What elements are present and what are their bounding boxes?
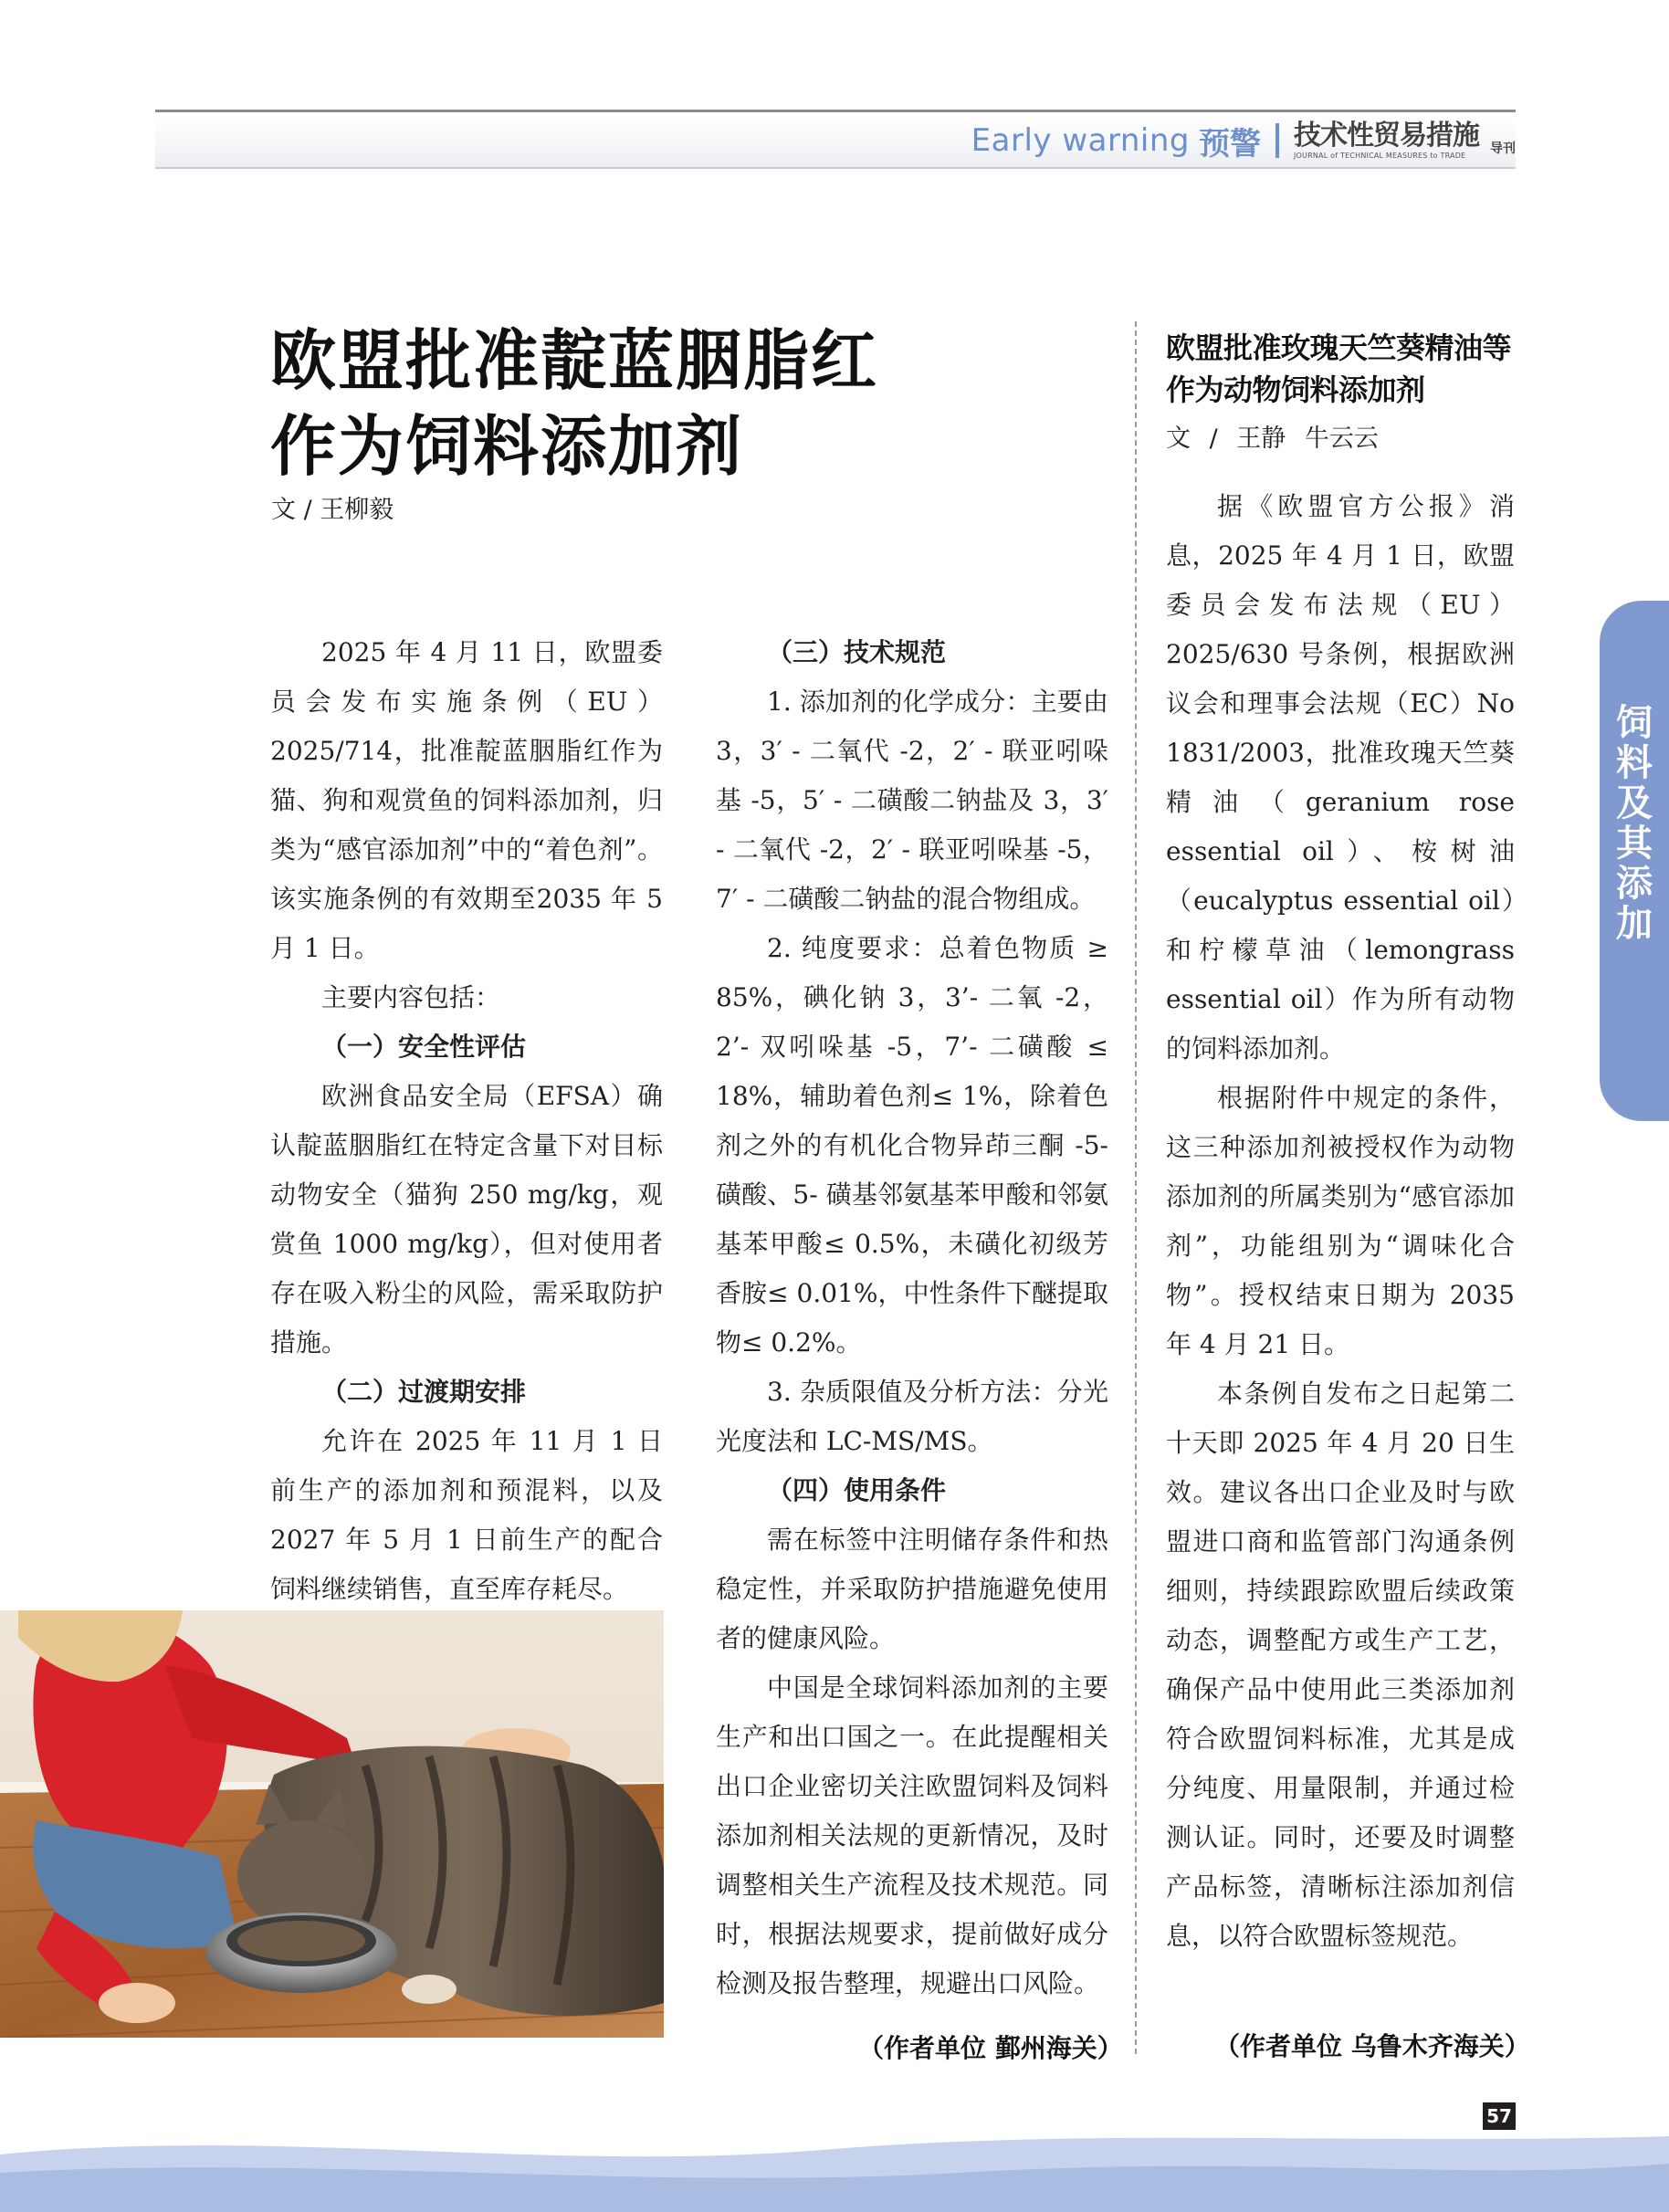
paragraph: 主要内容包括： xyxy=(321,982,501,1012)
main-article-author: 文 / 王柳毅 xyxy=(271,496,394,524)
side-article-author-unit: （作者单位 乌鲁木齐海关） xyxy=(1214,2031,1530,2061)
main-title-line1: 欧盟批准靛蓝胭脂红 xyxy=(270,322,879,399)
main-title-line2: 作为饲料添加剂 xyxy=(270,408,744,485)
section-heading: （二）过渡期安排 xyxy=(321,1377,527,1407)
side-article-author: 文 / 王静 牛云云 xyxy=(1166,425,1379,453)
header-top-rule xyxy=(155,110,1516,112)
paragraph: 需在标签中注明储存条件和热稳定性，并采取防护措施避免使用者的健康风险。 xyxy=(716,1525,1108,1653)
paragraph: 欧洲食品安全局（EFSA）确认靛蓝胭脂红在特定含量下对目标动物安全（猫狗 250 mg/kg，观赏鱼 1000 mg/kg），但对使用者存在吸入粉尘的风险，需采取防护措施。 xyxy=(270,1081,663,1358)
running-header xyxy=(971,121,1516,161)
paragraph: 根据附件中规定的条件，这三种添加剂被授权作为动物添加剂的所属类别为“感官添加剂”，功能组别为“调味化合物”。授权结束日期为 2035 年 4 月 21 日。 xyxy=(1166,1083,1515,1359)
page-number: 57 xyxy=(1483,2102,1516,2130)
header-divider xyxy=(1275,123,1279,158)
main-article-title xyxy=(270,318,964,489)
paragraph: 2025 年 4 月 11 日，欧盟委员会发布实施条例（EU）2025/714，批准靛蓝胭脂红作为猫、狗和观赏鱼的饲料添加剂，归类为“感官添加剂”中的“着色剂”。该实施条例的有效期至2035 年 5 月 1 日。 xyxy=(270,637,663,963)
paragraph: 据《欧盟官方公报》消息，2025 年 4 月 1 日，欧盟委员会发布法规（EU）2025/630 号条例，根据欧洲议会和理事会法规（EC）No 1831/2003，批准玫瑰天竺葵精油（geranium rose essential oil）、桉树油（eucalyptus essential oil）和柠檬草油（lemongrass essential oil）作为所有动物的饲料添加剂。 xyxy=(1166,491,1515,1064)
child-and-cat-photo xyxy=(0,1610,664,2038)
section-heading: （一）安全性评估 xyxy=(321,1032,527,1062)
journal-logo xyxy=(1294,119,1479,160)
side-title-line2: 作为动物饲料添加剂 xyxy=(1166,372,1425,407)
paragraph: 2. 纯度要求：总着色物质 ≥ 85%，碘化钠 3，3’- 二氧 -2，2’- 双吲哚基 -5，7’- 二磺酸 ≤ 18%，辅助着色剂≤ 1%，除着色剂之外的有机化合物异茚三酮 -5- 磺酸、5- 磺基邻氨基苯甲酸和邻氨基苯甲酸≤ 0.5%，未磺化初级芳香胺≤ 0.01%，中性条件下醚提取物≤ 0.2%。 xyxy=(716,933,1108,1358)
main-article-column-2 xyxy=(716,628,1108,2008)
section-label-en: Early warning xyxy=(971,122,1190,159)
column-divider xyxy=(1135,321,1137,2054)
main-article-column-1 xyxy=(270,628,663,1614)
paragraph: 允许在 2025 年 11 月 1 日前生产的添加剂和预混料，以及2027 年 5 月 1 日前生产的配合饲料继续销售，直至库存耗尽。 xyxy=(270,1426,663,1604)
paragraph: 中国是全球饲料添加剂的主要生产和出口国之一。在此提醒相关出口企业密切关注欧盟饲料及饲料添加剂相关法规的更新情况，及时调整相关生产流程及技术规范。同时，根据法规要求，提前做好成分检测及报告整理，规避出口风险。 xyxy=(716,1672,1108,1998)
footer-wave xyxy=(0,2109,1669,2212)
journal-subtitle: JOURNAL of TECHNICAL MEASURES to TRADE xyxy=(1294,151,1466,160)
side-article-column xyxy=(1166,482,1515,1961)
main-article-author-unit: （作者单位 鄞州海关） xyxy=(858,2033,1123,2063)
side-article-title xyxy=(1166,327,1531,411)
section-heading: （四）使用条件 xyxy=(767,1475,947,1505)
header-underline xyxy=(155,167,1516,169)
paragraph: 本条例自发布之日起第二十天即 2025 年 4 月 20 日生效。建议各出口企业及时与欧盟进口商和监管部门沟通条例细则，持续跟踪欧盟后续政策动态，调整配方或生产工艺，确保产品中使用此三类添加剂符合欧盟饲料标准，尤其是成分纯度、用量限制，并通过检测认证。同时，还要及时调整产品标签，清晰标注添加剂信息，以符合欧盟标签规范。 xyxy=(1166,1379,1515,1951)
journal-name: 技术性贸易措施 xyxy=(1294,119,1479,152)
section-heading: （三）技术规范 xyxy=(767,637,947,667)
section-side-tab-label: 饲料及其添加 xyxy=(1616,702,1653,945)
side-title-line1: 欧盟批准玫瑰天竺葵精油等 xyxy=(1166,330,1512,365)
journal-guide: 导刊 xyxy=(1490,142,1516,156)
paragraph: 3. 杂质限值及分析方法：分光光度法和 LC-MS/MS。 xyxy=(716,1377,1108,1456)
section-label-cn: 预警 xyxy=(1199,125,1261,162)
paragraph: 1. 添加剂的化学成分：主要由 3，3′ - 二氧代 -2，2′ - 联亚吲哚基 -5，5′ - 二磺酸二钠盐及 3，3′ - 二氧代 -2，2′ - 联亚吲哚基 -5，7′ - 二磺酸二钠盐的混合物组成。 xyxy=(716,687,1108,914)
